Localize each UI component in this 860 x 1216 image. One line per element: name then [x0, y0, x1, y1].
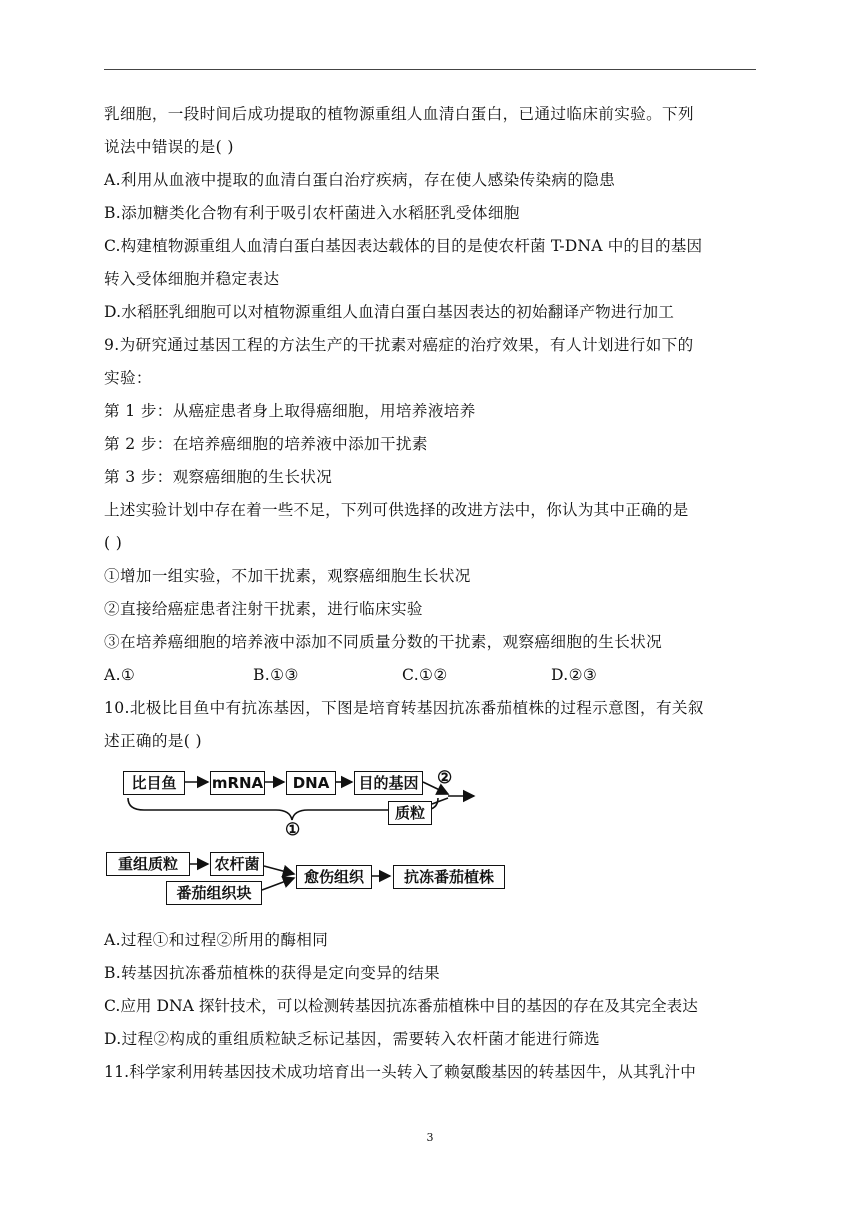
question-11-stem: 11.科学家利用转基因技术成功培育出一头转入了赖氨酸基因的转基因牛，从其乳汁中: [104, 1063, 697, 1081]
text-line: ( ): [104, 534, 123, 552]
q10-option-b: B.转基因抗冻番茄植株的获得是定向变异的结果: [104, 964, 440, 982]
agrobacterium-box: 农杆菌: [210, 852, 264, 876]
q10-option-c: C.应用 DNA 探针技术，可以检测转基因抗冻番茄植株中目的基因的存在及其完全表达: [104, 997, 698, 1015]
page-content: [104, 98, 760, 1089]
text-line: 上述实验计划中存在着一些不足，下列可供选择的改进方法中，你认为其中正确的是: [104, 501, 689, 519]
text-line: 乳细胞，一段时间后成功提取的植物源重组人血清白蛋白，已通过临床前实验。下列: [104, 105, 694, 123]
text-line: 说法中错误的是( ): [104, 138, 234, 156]
step-line: 第 3 步：观察癌细胞的生长状况: [104, 468, 333, 486]
question-10-stem: 述正确的是( ): [104, 732, 202, 750]
frost-resistant-tomato-box: 抗冻番茄植株: [393, 865, 505, 889]
header-rule: [104, 69, 756, 70]
q9-option-c: C.①②: [402, 666, 448, 684]
choice-line: ①增加一组实验，不加干扰素，观察癌细胞生长状况: [104, 567, 471, 585]
question-9-stem: 实验：: [104, 369, 152, 387]
target-gene-box: 目的基因: [354, 771, 423, 795]
step-2-label: ②: [437, 768, 453, 788]
option-line: 转入受体细胞并稳定表达: [104, 270, 280, 288]
callus-box: 愈伤组织: [296, 865, 372, 889]
choice-line: ③在培养癌细胞的培养液中添加不同质量分数的干扰素，观察癌细胞的生长状况: [104, 633, 663, 651]
dna-box: DNA: [286, 771, 336, 795]
flounder-box: 比目鱼: [123, 771, 185, 795]
q9-option-a: A.①: [104, 666, 136, 684]
recombinant-plasmid-box: 重组质粒: [106, 852, 190, 876]
step-line: 第 2 步：在培养癌细胞的培养液中添加干扰素: [104, 435, 428, 453]
plasmid-box: 质粒: [388, 801, 432, 825]
page-number: 3: [426, 1131, 434, 1144]
question-10-stem: 10.北极比目鱼中有抗冻基因，下图是培育转基因抗冻番茄植株的过程示意图，有关叙: [104, 699, 704, 717]
q9-option-d: D.②③: [551, 666, 598, 684]
option-line: C.构建植物源重组人血清白蛋白基因表达载体的目的是使农杆菌 T-DNA 中的目的基因: [104, 237, 703, 255]
q10-option-a: A.过程①和过程②所用的酶相同: [104, 931, 329, 949]
q9-options: [104, 659, 760, 692]
choice-line: ②直接给癌症患者注射干扰素，进行临床实验: [104, 600, 423, 618]
tomato-tissue-box: 番茄组织块: [166, 881, 262, 905]
option-line: B.添加糖类化合物有利于吸引农杆菌进入水稻胚乳受体细胞: [104, 204, 520, 222]
q9-option-b: B.①③: [253, 666, 299, 684]
q10-option-d: D.过程②构成的重组质粒缺乏标记基因，需要转入农杆菌才能进行筛选: [104, 1030, 600, 1048]
question-9-stem: 9.为研究通过基因工程的方法生产的干扰素对癌症的治疗效果，有人计划进行如下的: [104, 336, 694, 354]
process-diagram: [104, 764, 760, 920]
step-1-label: ①: [285, 820, 301, 840]
option-line: D.水稻胚乳细胞可以对植物源重组人血清白蛋白基因表达的初始翻译产物进行加工: [104, 303, 675, 321]
step-line: 第 1 步：从癌症患者身上取得癌细胞，用培养液培养: [104, 402, 476, 420]
option-line: A.利用从血液中提取的血清白蛋白治疗疾病，存在使人感染传染病的隐患: [104, 171, 616, 189]
mrna-box: mRNA: [210, 771, 265, 795]
